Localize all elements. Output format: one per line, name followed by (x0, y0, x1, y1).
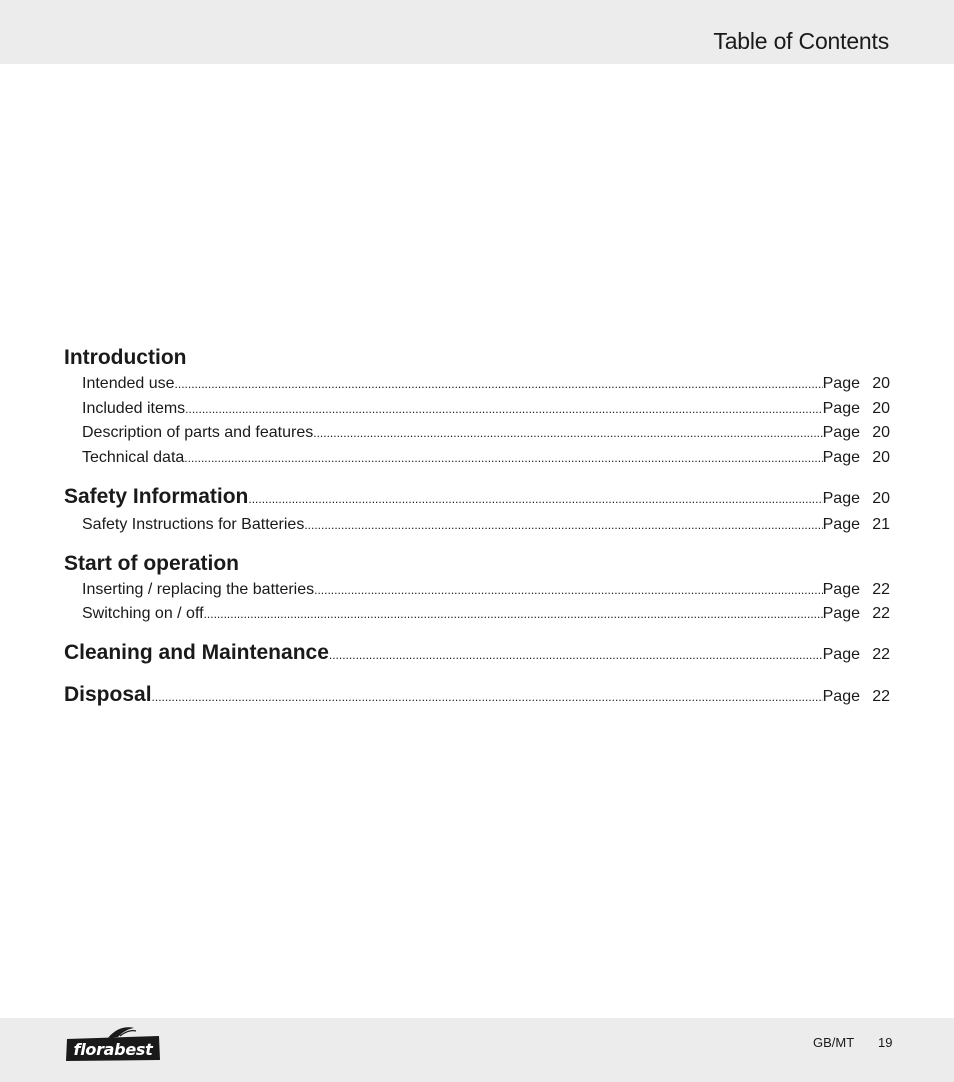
toc-heading-cleaning[interactable] (64, 639, 890, 669)
dot-leader (313, 421, 822, 446)
toc-section-cleaning (64, 639, 890, 669)
dot-leader (185, 397, 822, 422)
toc-section-safety (64, 483, 890, 538)
toc-section-introduction (64, 344, 890, 471)
toc-heading-start[interactable]: Start of operation (64, 551, 240, 575)
dot-leader (329, 641, 823, 669)
toc-heading-introduction[interactable]: Introduction (64, 346, 187, 369)
dot-leader (175, 372, 823, 397)
dot-leader (152, 683, 823, 711)
toc-entry-page: Page 20 (822, 399, 890, 417)
toc-entry[interactable] (64, 578, 890, 603)
toc-heading-page: Page 22 (822, 645, 890, 663)
toc-heading-disposal[interactable] (64, 681, 890, 711)
toc-entry-page: Page 22 (822, 580, 890, 598)
dot-leader (314, 578, 822, 603)
svg-text:florabest: florabest (73, 1040, 153, 1059)
footer-page-number: 19 (878, 1035, 893, 1050)
toc-entry[interactable] (64, 602, 890, 627)
toc-entry-page: Page 22 (822, 605, 890, 623)
toc-entry-label: Description of parts and features (82, 424, 314, 442)
dot-leader (304, 513, 822, 538)
toc-entry-label: Technical data (82, 449, 185, 467)
toc-heading-label: Disposal (64, 682, 152, 706)
toc-entry[interactable] (64, 446, 890, 471)
toc-entry-label: Intended use (82, 375, 175, 392)
toc-heading-page: Page 22 (822, 687, 890, 705)
toc-entry[interactable] (64, 513, 890, 538)
toc-heading-label: Safety Information (64, 484, 249, 508)
toc-heading-page: Page 20 (822, 489, 890, 507)
toc-entry-page: Page 20 (822, 375, 890, 392)
toc-entry-label: Inserting / replacing the batteries (82, 580, 315, 598)
toc-entry-label: Included items (82, 399, 186, 417)
toc-entry[interactable] (64, 372, 890, 397)
toc-entry[interactable] (64, 421, 890, 446)
toc-entry-label: Switching on / off (82, 605, 204, 623)
dot-leader (248, 485, 822, 513)
toc-section-start (64, 550, 890, 627)
table-of-contents (64, 344, 890, 711)
toc-section-disposal (64, 681, 890, 711)
toc-entry-page: Page 20 (822, 424, 890, 442)
footer-language-code: GB/MT (813, 1035, 855, 1050)
toc-entry-label: Safety Instructions for Batteries (82, 515, 305, 533)
page-title: Table of Contents (713, 28, 889, 54)
toc-entry[interactable] (64, 397, 890, 422)
dot-leader (184, 446, 822, 471)
toc-entry-page: Page 21 (822, 515, 890, 533)
florabest-logo (64, 1022, 164, 1064)
toc-heading-label: Cleaning and Maintenance (64, 640, 329, 664)
toc-heading-safety[interactable] (64, 483, 890, 513)
dot-leader (204, 602, 823, 627)
toc-entry-page: Page 20 (822, 449, 890, 467)
